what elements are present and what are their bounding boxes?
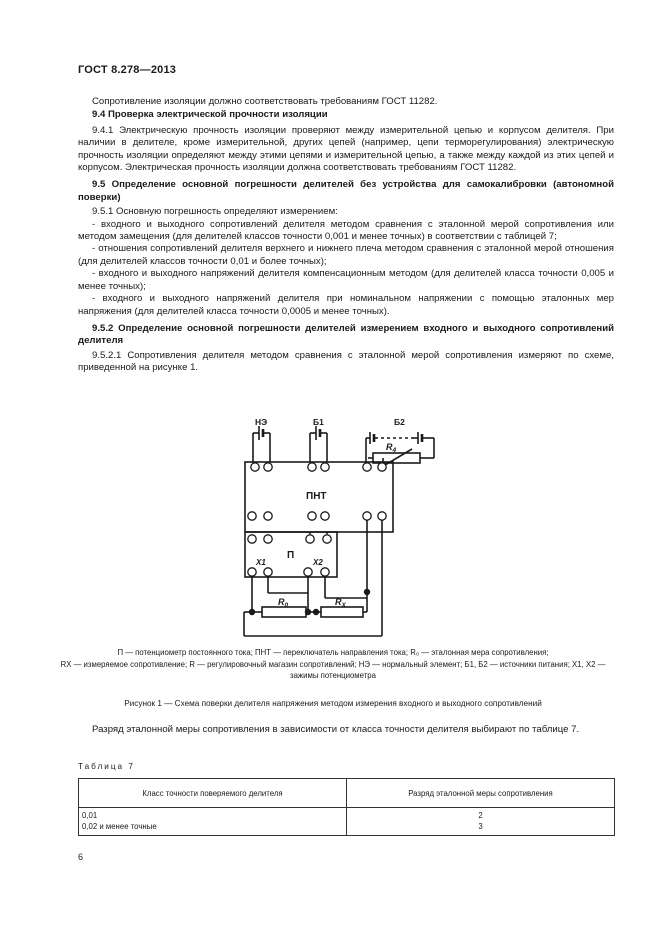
label-rx: $R_X$ (335, 597, 346, 609)
label-x2: Х2 (313, 558, 323, 567)
paragraph-9-5-1: 9.5.1 Основную погрешность определяют измерением: (92, 206, 338, 218)
terminal (264, 535, 272, 543)
terminal (363, 512, 371, 520)
paragraph-table-reference: Разряд эталонной меры сопротивления в зависимости от класса точности делителя выбирают по таблице 7. (92, 724, 580, 735)
label-ne: НЭ (255, 417, 268, 427)
heading-9-5-2: 9.5.2 Определение основной погрешности делителей измерением входного и выходного сопротивлений делителя (78, 322, 614, 347)
terminal (306, 535, 314, 543)
paragraph-9-4-1: 9.4.1 Электрическую прочность изоляции проверяют между измерительной цепью и корпусом делителя. При наличии в делителе, кроме измерительной, других цепей (например, цепи терморегулирования) электрическую прочность изоляции определяют между этими цепями и измерительной цепью, а также между каждой из этих цепей и корпусом. Электрическая прочность изоляции должна соответствовать требованиям ГОСТ 11282. (78, 124, 614, 174)
terminal (308, 512, 316, 520)
terminal (378, 463, 386, 471)
list-item: - входного и выходного напряжений делителя компенсационным методом (для делителей класса точности 0,005 и менее точных); (78, 268, 614, 292)
terminal (321, 463, 329, 471)
label-potentiometer: П (287, 550, 295, 561)
junction-dot (313, 609, 319, 615)
terminal (363, 463, 371, 471)
document-header: ГОСТ 8.278—2013 (78, 64, 177, 76)
circuit-diagram (0, 412, 661, 642)
table-cell-value: 0,01 (82, 811, 98, 820)
table-title: Таблица 7 (78, 762, 135, 771)
label-b2: Б2 (394, 417, 405, 427)
table-cell-class (79, 808, 347, 836)
junction-dot (364, 589, 370, 595)
heading-9-4: 9.4 Проверка электрической прочности изоляции (92, 109, 328, 121)
terminal (248, 568, 256, 576)
table-cell-value: 3 (478, 821, 483, 831)
terminal (264, 568, 272, 576)
label-pnt: ПНТ (306, 491, 327, 502)
terminal (248, 512, 256, 520)
terminal (378, 512, 386, 520)
table-header-row (79, 779, 615, 808)
terminal (264, 512, 272, 520)
list-item: - входного и выходного напряжений делителя при номинальном напряжении с помощью эталонных мер напряжения (для делителей класса точности 0,0005 и менее точных). (78, 293, 614, 317)
terminal (251, 463, 259, 471)
table-cell-value: 0,02 и менее точные (82, 821, 157, 831)
page-number: 6 (78, 852, 84, 862)
terminal (321, 512, 329, 520)
label-x1: Х1 (256, 558, 266, 567)
table-header-cell: Класс точности поверяемого делителя (79, 779, 347, 808)
text-block-2 (78, 724, 614, 736)
terminal (304, 568, 312, 576)
paragraph-insulation-resistance: Сопротивление изоляции должно соответствовать требованиям ГОСТ 11282. (92, 96, 438, 107)
text-block-1 (78, 96, 614, 375)
terminal (264, 463, 272, 471)
junction-dot (249, 609, 255, 615)
terminal (308, 463, 316, 471)
heading-9-5: 9.5 Определение основной погрешности делителей без устройства для самокалибровки (автономной поверки) (78, 179, 614, 203)
figure-legend-line: RX — измеряемое сопротивление; R — регулировочный магазин сопротивлений; НЭ — нормальный элемент; Б1, Б2 — источники питания; Х1, Х2 — зажимы потенциометра (60, 659, 606, 680)
list-item: - входного и выходного сопротивлений делителя методом сравнения с эталонной мерой сопротивления или методом замещения (для делителей классов точности 0,001 и менее точных) в соответствии с таблицей 7; (78, 218, 614, 243)
table-header-cell: Разряд эталонной меры сопротивления (347, 779, 615, 808)
figure-legend-line: П — потенциометр постоянного тока; ПНТ — переключатель направления тока; R₀ — эталонная мера сопротивления; (117, 648, 549, 657)
label-r0: $R_0$ (278, 597, 289, 609)
table-cell-value: 2 (478, 811, 483, 820)
figure-legend (50, 647, 616, 682)
paragraph-9-5-2-1: 9.5.2.1 Сопротивления делителя методом сравнения с эталонной мерой сопротивления измеряют по схеме, приведенной на рисунке 1. (78, 349, 614, 374)
table-cell-rank (347, 808, 615, 836)
terminal (323, 535, 331, 543)
table-7 (78, 778, 615, 836)
terminal (321, 568, 329, 576)
junction-dot (305, 609, 311, 615)
table-row (79, 808, 615, 836)
figure-caption: Рисунок 1 — Схема поверки делителя напряжения методом измерения входного и выходного сопротивлений (124, 699, 542, 708)
label-b1: Б1 (313, 417, 324, 427)
list-item: - отношения сопротивлений делителя верхнего и нижнего плеча методом сравнения с эталонной мерой отношения (для делителей классов точности 0,01 и более точных); (78, 243, 614, 267)
terminal (248, 535, 256, 543)
label-r: $R_4$ (386, 442, 397, 454)
